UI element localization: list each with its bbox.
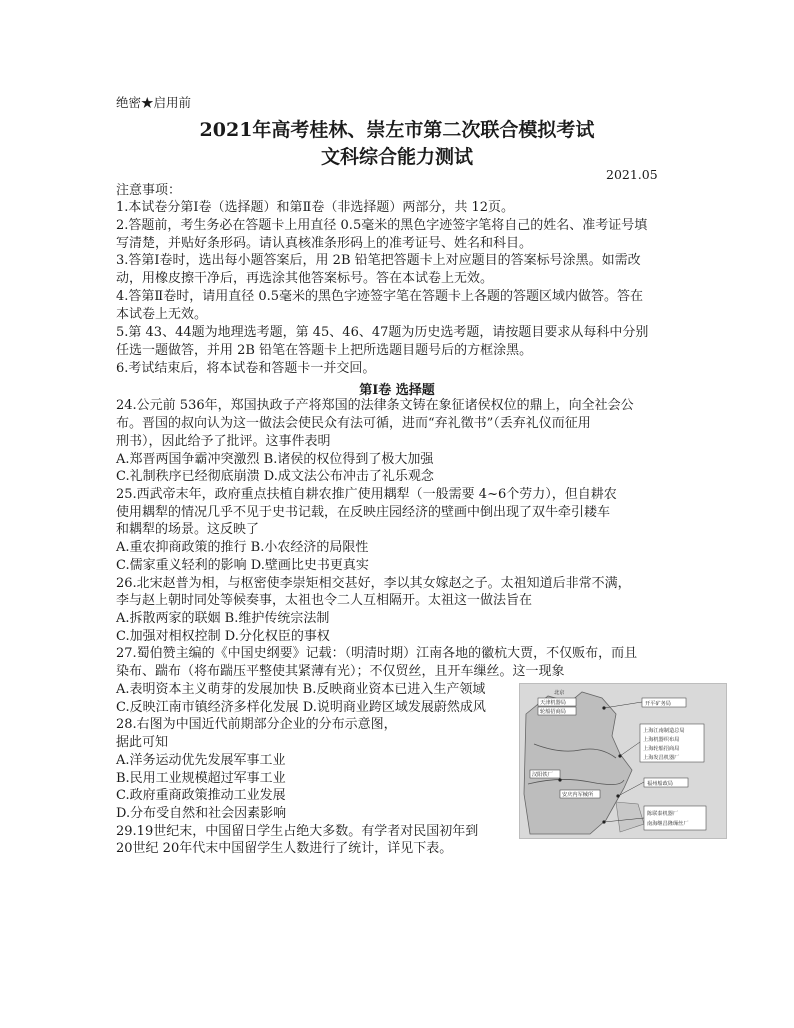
map-label-shanghai-mill: 上海机器织布局 (643, 737, 680, 743)
map-label-shanghai-paper: 上海发昌机器厂 (643, 755, 680, 761)
map-label-anqing: 安庆内军械所 (562, 792, 594, 798)
map-label-hanyang: 汉阳铁厂 (532, 772, 553, 778)
question-28-option: C.政府重商政策推动工业发展 (116, 788, 286, 803)
city-dot (558, 778, 561, 781)
enterprise-map (520, 684, 726, 838)
question-26-stem: 26.北宋赵普为相，与枢密使李崇矩相交甚好，李以其女嫁赵之子。太祖知道后非常不满， (116, 576, 631, 591)
notice-line: 任选一题做答，并用 2B 铅笔在答题卡上把所选题目题号后的方框涂黑。 (116, 343, 533, 358)
question-29-stem: 20世纪 20年代末中国留学生人数进行了统计，详见下表。 (116, 841, 453, 856)
question-25-stem: 25.西武帝末年，政府重点扶植自耕农推广使用耦犁（一般需要 4~6个劳力），但自耕农 (116, 487, 617, 502)
map-label-beijing: 北京 (554, 690, 565, 696)
notice-line: 5.第 43、44题为地理选考题，第 45、46、47题为历史选考题，请按题目要求从每科中分别 (116, 325, 649, 340)
question-25-stem: 和耦犁的场景。这反映了 (116, 522, 260, 537)
map-label-tianjin: 天津机器局 (540, 700, 566, 706)
notice-line: 本试卷上无效。 (116, 307, 208, 322)
exam-date: 2021.05 (606, 167, 658, 182)
question-28-stem: 据此可知 (116, 735, 169, 750)
leader-line (620, 742, 640, 756)
map-label-chen: 陈联泰机器厂 (647, 811, 679, 817)
map-label-shanghai-ship: 上海轮船招商局 (643, 746, 680, 752)
question-26-options: A.拆散两家的联姻 B.维护传统宗法制 (116, 611, 330, 626)
city-dot (616, 794, 619, 797)
question-28-option: B.民用工业规模超过军事工业 (116, 771, 286, 786)
question-28-stem: 28.右图为中国近代前期部分企业的分布示意图， (116, 717, 397, 732)
notice-line: 2.答题前，考生务必在答题卡上用直径 0.5毫米的黑色字迹签字笔将自己的姓名、准考证号填 (116, 218, 648, 233)
map-label-coal: 开平矿务局 (645, 701, 671, 707)
leader-line (604, 702, 642, 708)
exam-title: 2021年高考桂林、崇左市第二次联合模拟考试 (199, 119, 595, 141)
question-26-options: C.加强对相权控制 D.分化权臣的事权 (116, 629, 330, 644)
question-25-stem: 使用耦犁的情况几乎不见于史书记载，在反映庄园经济的壁画中倒出现了双牛牵引耧车 (116, 505, 611, 520)
question-24-stem: 刑书），因此给予了批评。这事件表明 (116, 434, 331, 449)
question-24-stem: 24.公元前 536年，郑国执政子产将郑国的法律条文铸在象征诸侯权位的鼎上，向全社会公 (116, 398, 634, 413)
section-title: 第Ⅰ卷 选择题 (359, 383, 435, 398)
question-25-options: C.儒家重义轻利的影响 D.壁画比史书更真实 (116, 558, 369, 573)
question-27-options: A.表明资本主义萌芽的发展加快 B.反映商业资本已进入生产领域 (116, 682, 486, 697)
notice-line: 3.答第Ⅰ卷时，选出每小题答案后，用 2B 铅笔把答题卡上对应题目的答案标号涂黑。如需改 (116, 253, 641, 268)
notice-heading: 注意事项： (116, 183, 182, 198)
exam-subtitle: 文科综合能力测试 (320, 146, 473, 168)
city-dot (618, 754, 621, 757)
map-label-fuzhou: 福州船政局 (647, 781, 673, 787)
question-27-stem: 27.蜀伯赞主编的《中国史纲要》记载：（明清时期）江南各地的徽杭大贾，不仅贩布，而且 (116, 646, 638, 661)
question-29-stem: 29.19世纪末，中国留日学生占绝大多数。有学者对民国初年到 (116, 824, 479, 839)
question-28-option: A.洋务运动优先发展军事工业 (116, 753, 286, 768)
question-24-stem: 布。晋国的叔向认为这一做法会使民众有法可循，进而“弃礼徵书”（丢弃礼仪而征用 (116, 416, 591, 431)
question-27-options: C.反映江南市镇经济多样化发展 D.说明商业跨区域发展蔚然成风 (116, 700, 486, 715)
notice-line: 写清楚，并贴好条形码。请认真核准条形码上的准考证号、姓名和科目。 (116, 236, 533, 251)
question-26-stem: 李与赵上朝时同处等候奏事，太祖也令二人互相隔开。太祖这一做法旨在 (116, 593, 533, 608)
enterprise-map-figure (519, 683, 727, 839)
question-27-stem: 染布、踹布（将布踹压平整使其紧薄有光）；不仅贸丝，且开车缫丝。这一现象 (116, 664, 565, 679)
map-label-nanhai: 南海继昌隆缫丝厂 (647, 821, 689, 827)
question-24-options: A.郑晋两国争霸冲突激烈 B.诸侯的权位得到了极大加强 (116, 452, 434, 467)
notice-line: 1.本试卷分第Ⅰ卷（选择题）和第Ⅱ卷（非选择题）两部分，共 12页。 (116, 200, 515, 215)
question-28-option: D.分布受自然和社会因素影响 (116, 806, 287, 821)
question-25-options: A.重农抑商政策的推行 B.小农经济的局限性 (116, 540, 369, 555)
notice-line: 6.考试结束后，将本试卷和答题卡一并交回。 (116, 361, 376, 376)
coast-shape (616, 802, 644, 832)
question-24-options: C.礼制秩序已经彻底崩溃 D.成文法公布冲击了礼乐观念 (116, 469, 434, 484)
notice-line: 4.答第Ⅱ卷时，请用直径 0.5毫米的黑色字迹签字笔在答题卡上各题的答题区域内做答。答在 (116, 289, 644, 304)
map-label-tianjin2: 轮船招商局 (540, 709, 566, 715)
city-dot (602, 820, 605, 823)
city-dot (602, 706, 605, 709)
map-label-jiangnan: 上海江南制造总局 (643, 728, 685, 734)
confidential-mark: 绝密★启用前 (116, 95, 192, 110)
notice-line: 动，用橡皮擦干净后，再选涂其他答案标号。答在本试卷上无效。 (116, 271, 494, 286)
